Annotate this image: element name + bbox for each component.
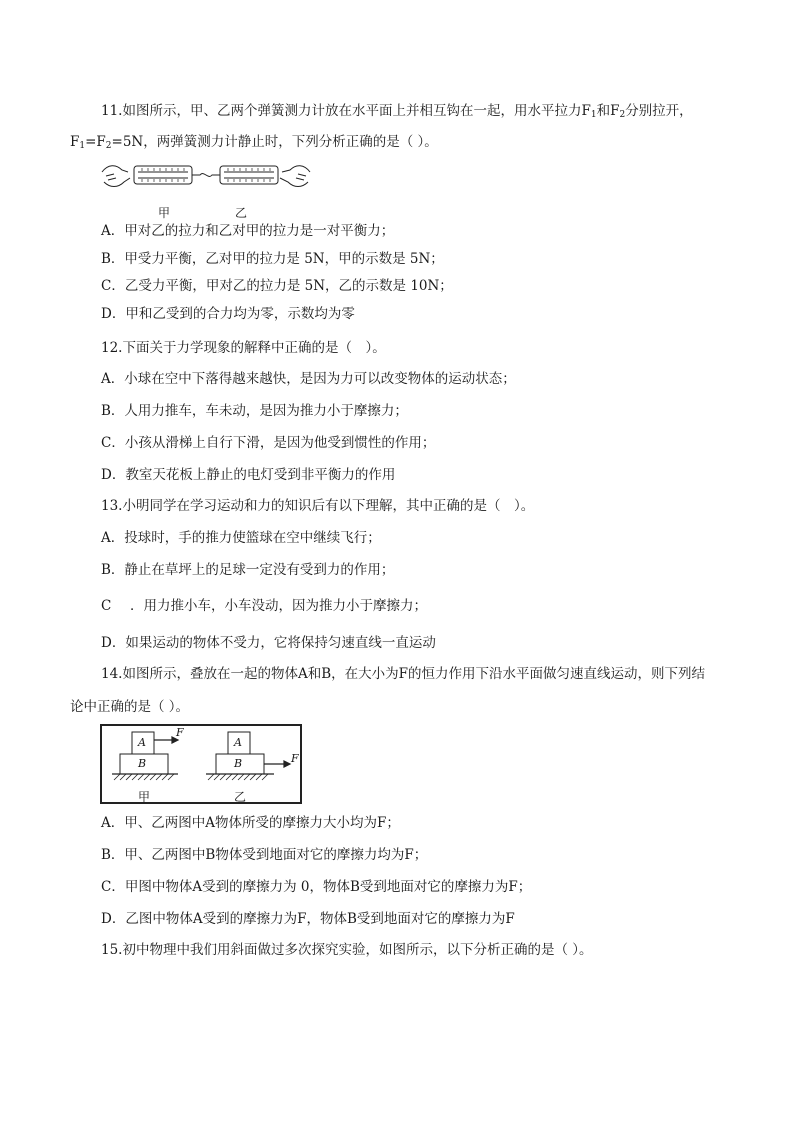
q12-stem: 12.下面关于力学现象的解释中正确的是（ ）。 — [101, 340, 386, 356]
q11-stem-line1: 11.如图所示，甲、乙两个弹簧测力计放在水平面上并相互钩在一起，用水平拉力$F_1$和$F_2$分别拉开， — [101, 103, 693, 120]
q11-option-a: A．甲对乙的拉力和乙对甲的拉力是一对平衡力； — [101, 223, 395, 239]
q11-option-c: C．乙受力平衡，甲对乙的拉力是 5N，乙的示数是 10N； — [101, 278, 453, 294]
blocks-figure — [100, 724, 302, 804]
block-b-label-jia: B — [138, 757, 147, 770]
block-a-label-jia: A — [138, 736, 146, 749]
q14-option-b: B．甲、乙两图中B物体受到地面对它的摩擦力均为F； — [101, 847, 428, 863]
force-label-jia: F — [176, 726, 184, 739]
scale-label-yi: 乙 — [235, 206, 248, 220]
blocks-diagram — [102, 726, 300, 802]
force-label-yi: F — [291, 752, 299, 765]
q14-option-d: D．乙图中物体A受到的摩擦力为F，物体B受到地面对它的摩擦力为F — [101, 911, 515, 927]
fig-label-yi: 乙 — [234, 790, 247, 804]
scale-label-jia: 甲 — [158, 206, 171, 220]
q11-option-d: D．甲和乙受到的合力均为零，示数均为零 — [101, 306, 355, 322]
block-a-label-yi: A — [234, 736, 242, 749]
q12-option-a: A．小球在空中下落得越来越快，是因为力可以改变物体的运动状态； — [101, 371, 516, 387]
q13-option-c-letter: C — [101, 598, 112, 614]
q11-option-b: B．甲受力平衡，乙对甲的拉力是 5N，甲的示数是 5N； — [101, 251, 444, 267]
q12-option-d: D．教室天花板上静止的电灯受到非平衡力的作用 — [101, 467, 396, 483]
q15-stem: 15.初中物理中我们用斜面做过多次探究实验，如图所示，以下分析正确的是（ ）。 — [101, 942, 593, 958]
q13-option-c-text: ．用力推小车，小车没动，因为推力小于摩擦力； — [130, 598, 427, 614]
q13-option-d: D．如果运动的物体不受力，它将保持匀速直线一直运动 — [101, 635, 436, 651]
q12-option-b: B．人用力推车，车未动，是因为推力小于摩擦力； — [101, 403, 408, 419]
fig-label-jia: 甲 — [138, 790, 151, 804]
spring-scales-figure — [100, 158, 312, 196]
q14-option-c: C．甲图中物体A受到的摩擦力为 0，物体B受到地面对它的摩擦力为F； — [101, 879, 532, 895]
q13-option-b: B．静止在草坪上的足球一定没有受到力的作用； — [101, 562, 395, 578]
q12-option-c: C．小孩从滑梯上自行下滑，是因为他受到惯性的作用； — [101, 435, 436, 451]
q14-stem-line2: 论中正确的是（ ）。 — [70, 699, 190, 715]
q11-stem-line2: $F_1=F_2=5N$，两弹簧测力计静止时，下列分析正确的是（ ）。 — [70, 134, 438, 151]
q13-stem: 13.小明同学在学习运动和力的知识后有以下理解，其中正确的是（ ）。 — [101, 498, 535, 514]
q13-option-a: A．投球时，手的推力使篮球在空中继续飞行； — [101, 530, 381, 546]
q14-stem-line1: 14.如图所示，叠放在一起的物体A和B，在大小为F的恒力作用下沿水平面做匀速直线运动，则下列结 — [101, 666, 706, 682]
block-b-label-yi: B — [234, 757, 243, 770]
q14-option-a: A．甲、乙两图中A物体所受的摩擦力大小均为F； — [101, 815, 400, 831]
